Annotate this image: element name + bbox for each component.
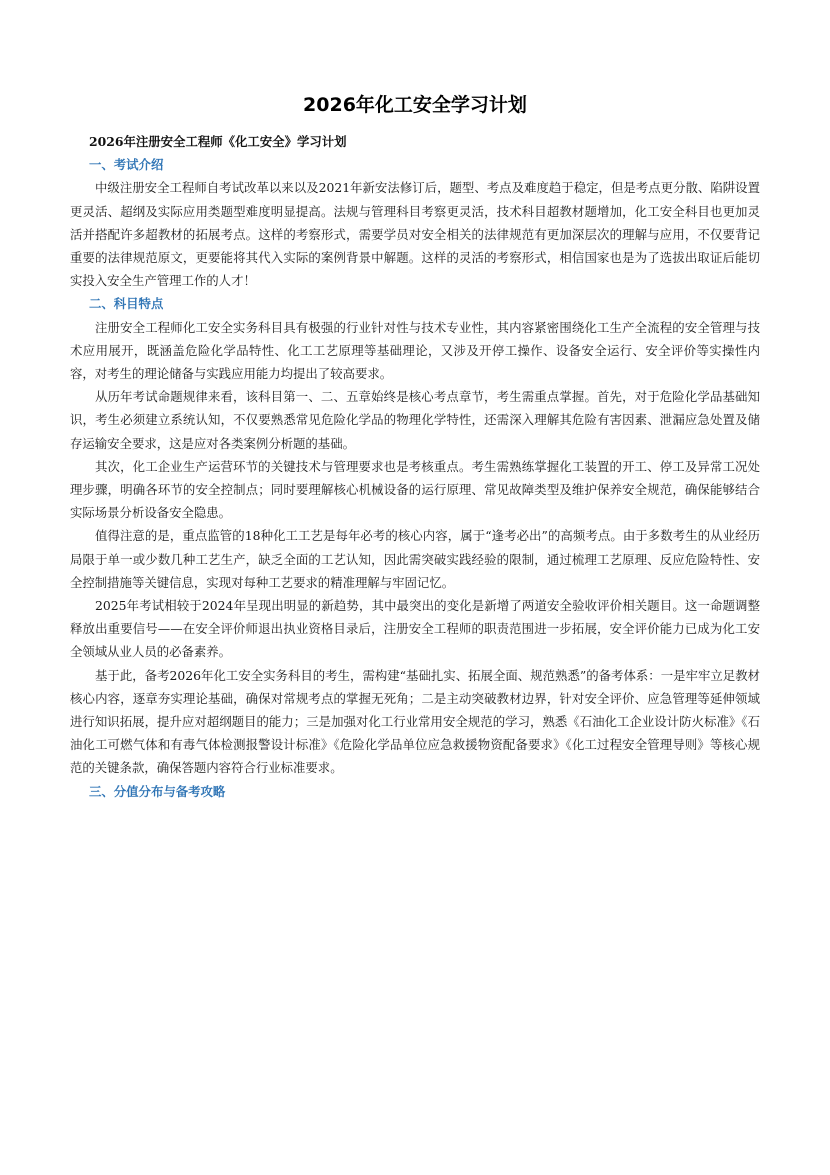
document-body (70, 130, 760, 803)
section-heading-score-strategy: 三、分值分布与备考攻略 (89, 783, 226, 799)
paragraph-subject-overview: 注册安全工程师化工安全实务科目具有极强的行业针对性与技术专业性，其内容紧密围绕化工生产全流程的安全管理与技术应用展开，既涵盖危险化学品特性、化工工艺原理等基础理论，又涉及开停工操作、设备安全运行、安全评价等实操性内容，对考生的理论储备与实践应用能力均提出了较高要求。 (70, 319, 760, 382)
paragraph-study-system: 基于此，备考2026年化工安全实务科目的考生，需构建“基础扎实、拓展全面、规范熟悉”的备考体系：一是牢牢立足教材核心内容，逐章夯实理论基础，确保对常规考点的掌握无死角；二是主动突破教材边界，针对安全评价、应急管理等延伸领域进行知识拓展，提升应对超纲题目的能力；三是加强对化工行业常用安全规范的学习，熟悉《石油化工企业设计防火标准》《石油化工可燃气体和有毒气体检测报警设计标准》《危险化学品单位应急救援物资配备要求》《化工过程安全管理导则》等核心规范的关键条款，确保答题内容符合行业标准要求。 (70, 667, 760, 776)
paragraph-exam-intro: 中级注册安全工程师自考试改革以来以及2021年新安法修订后，题型、考点及难度趋于稳定，但是考点更分散、陷阱设置更灵活、超纲及实际应用类题型难度明显提高。法规与管理科目考察更灵活，技术科目超教材题增加，化工安全科目也更加灵活并搭配许多超教材的拓展考点。这样的考察形式，需要学员对安全相关的法律规范有更加深层次的理解与应用，不仅要背记重要的法律规范原文，更要能将其代入实际的案例背景中解题。这样的灵活的考察形式，相信国家也是为了选拔出取证后能切实投入安全生产管理工作的人才！ (70, 180, 760, 289)
document-subtitle: 2026年注册安全工程师《化工安全》学习计划 (89, 134, 347, 149)
document-title: 2026年化工安全学习计划 (303, 94, 527, 116)
paragraph-key-processes: 值得注意的是，重点监管的18种化工工艺是每年必考的核心内容，属于“逢考必出”的高频考点。由于多数考生的从业经历局限于单一或少数几种工艺生产，缺乏全面的工艺认知，因此需突破实践经验的限制，通过梳理工艺原理、反应危险特性、安全控制措施等关键信息，实现对每种工艺要求的精准理解与牢固记忆。 (70, 528, 760, 590)
paragraph-operations-focus: 其次，化工企业生产运营环节的关键技术与管理要求也是考核重点。考生需熟练掌握化工装置的开工、停工及异常工况处理步骤，明确各环节的安全控制点；同时要理解核心机械设备的运行原理、常见故障类型及维护保养安全规范，确保能够结合实际场景分析设备安全隐患。 (70, 458, 760, 521)
paragraph-core-chapters: 从历年考试命题规律来看，该科目第一、二、五章始终是核心考点章节，考生需重点掌握。首先，对于危险化学品基础知识，考生必须建立系统认知，不仅要熟悉常见危险化学品的物理化学特性，还需深入理解其危险有害因素、泄漏应急处置及储存运输安全要求，这是应对各类案例分析题的基础。 (70, 389, 760, 451)
section-heading-exam-intro: 一、考试介绍 (89, 157, 164, 173)
section-heading-subject-features: 二、科目特点 (89, 296, 164, 312)
paragraph-2025-trend: 2025年考试相较于2024年呈现出明显的新趋势，其中最突出的变化是新增了两道安全验收评价相关题目。这一命题调整释放出重要信号——在安全评价师退出执业资格目录后，注册安全工程师的职责范围进一步拓展，安全评价能力已成为化工安全领域从业人员的必备素养。 (70, 598, 760, 660)
